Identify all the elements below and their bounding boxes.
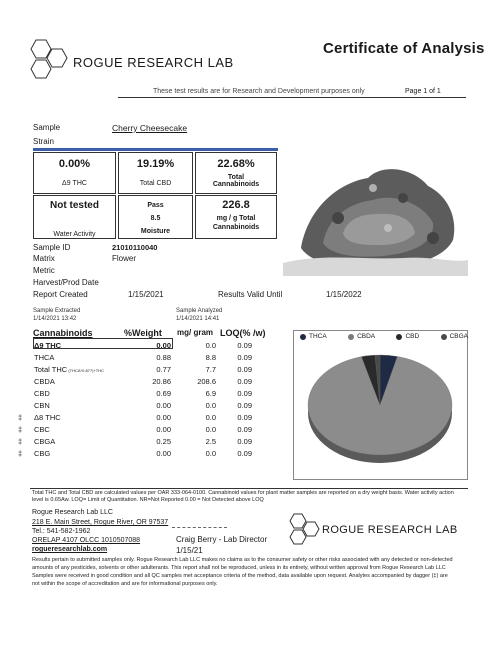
row-weight: 0.00 [156, 341, 171, 350]
page-number: Page 1 of 1 [405, 88, 441, 95]
lab-license: ORELAP 4107 OLCC 1010507088 [32, 537, 141, 544]
chart-legend [300, 333, 468, 340]
legal-line-1: Results pertain to submitted samples only. Rogue Research Lab LLC makes no claims as to the consumer safety or other risks associated with any detected or non-detected [32, 557, 453, 563]
legend-dot-icon [300, 334, 306, 340]
matrix-value: Flower [112, 254, 137, 263]
row-name: CBC [34, 425, 50, 434]
legend-label: CBD [405, 333, 420, 340]
metric-label: Metric [33, 266, 55, 275]
mg-total-value: 226.8 [222, 199, 250, 211]
legend-dot-icon [396, 334, 402, 340]
lab-logo [22, 36, 77, 84]
row-name: THCA [34, 353, 55, 362]
row-mg: 0.0 [205, 449, 216, 458]
col-mg-gram: mg/ gram [177, 328, 214, 337]
col-weight: %Weight [124, 328, 162, 338]
signer-name: Craig Berry - Lab Director [176, 535, 268, 544]
legend-dot-icon [441, 334, 447, 340]
row-loq: 0.09 [237, 413, 252, 422]
lab-name: Rogue Research Lab LLC [32, 509, 113, 516]
mg-total-label-1: mg / g Total [216, 215, 256, 222]
moisture-label: Moisture [140, 228, 171, 235]
lab-website[interactable]: rogueresearchlab.com [32, 546, 108, 553]
row-mg: 6.9 [205, 389, 216, 398]
extracted-label: Sample Extracted [33, 308, 81, 314]
brand-name: ROGUE RESEARCH LAB [73, 55, 234, 70]
sign-date: 1/15/21 [176, 546, 203, 555]
row-name: Δ9 THC [34, 341, 62, 350]
row-mg: 2.5 [205, 437, 216, 446]
water-activity-label: Water Activity [53, 231, 96, 238]
dagger-mark: ‡ [18, 425, 23, 434]
lab-phone: Tel.: 541-582-1962 [32, 528, 91, 535]
row-loq: 0.09 [237, 389, 252, 398]
product-photo [283, 148, 468, 276]
row-weight: 0.77 [156, 365, 171, 374]
cannabinoids-value: 22.68% [217, 158, 255, 170]
row-name: CBGA [34, 437, 56, 446]
water-activity-box [33, 195, 116, 239]
row-weight: 0.00 [156, 449, 171, 458]
moisture-box [118, 195, 193, 239]
report-created-value: 1/15/2021 [128, 290, 164, 299]
row-weight: 0.00 [156, 425, 171, 434]
row-loq: 0.09 [237, 437, 252, 446]
row-mg: 0.0 [205, 425, 216, 434]
sample-label: Sample [33, 123, 61, 132]
cannabinoid-pie-chart [300, 350, 460, 475]
moisture-value: 8.5 [150, 215, 161, 222]
row-name: CBDA [34, 377, 55, 386]
row-loq: 0.09 [237, 425, 252, 434]
dagger-mark: ‡ [18, 449, 23, 458]
moisture-status: Pass [147, 202, 164, 209]
row-loq: 0.09 [237, 365, 252, 374]
mg-total-label-2: Cannabinoids [212, 224, 260, 231]
matrix-label: Matrix [33, 254, 55, 263]
row-name: CBG [34, 449, 51, 458]
row-mg: 7.7 [205, 365, 216, 374]
row-mg: 0.0 [205, 341, 216, 350]
cannabinoids-box [195, 152, 277, 194]
results-valid-value: 1/15/2022 [326, 290, 362, 299]
legend-item [348, 333, 375, 340]
cbd-box [118, 152, 193, 194]
row-mg: 208.6 [197, 377, 216, 386]
legal-line-4: not within the scope of accreditation and are for informational purposes only. [32, 581, 218, 587]
strain-label: Strain [33, 137, 54, 146]
row-weight: 0.00 [156, 413, 171, 422]
mg-total-box [195, 195, 277, 239]
footer-note-1: Total THC and Total CBD are calculated values per OAR 333-064-0100. Cannabinoid values for plant matter samples are reported on a dry weight basis. Water activity action [32, 490, 454, 496]
footer-note-2: level is 0.65Aw. LOQ= Limit of Quantitation. NR=Not Reported 0.00 = Not Detected above LOQ [32, 497, 264, 503]
cbd-label: Total CBD [139, 180, 172, 187]
extracted-value: 1/14/2021 13:42 [33, 316, 77, 322]
sample-name: Cherry Cheesecake [112, 123, 188, 133]
legend-label: CBDA [357, 333, 376, 340]
disclaimer: These test results are for Research and Development purposes only [153, 88, 365, 95]
thc-label: Δ9 THC [62, 180, 87, 187]
legal-line-2: amounts of any pesticides, solvents or other adulterants. This report shall not be reproduced, unless in its entirety, without written approval from Rogue Research Lab LLC [32, 565, 446, 571]
row-loq: 0.09 [237, 449, 252, 458]
header-divider [118, 97, 466, 98]
dagger-mark: ‡ [18, 437, 23, 446]
signature-line [172, 527, 227, 528]
cannabinoids-label-2: Cannabinoids [212, 181, 260, 188]
cannabinoids-label-1: Total [227, 174, 245, 181]
row-loq: 0.09 [237, 353, 252, 362]
total-thc-formula: (THCA*0.877)+THC [67, 368, 105, 373]
row-loq: 0.09 [237, 401, 252, 410]
row-name: Δ8 THC [34, 413, 61, 422]
harvest-label: Harvest/Prod Date [33, 278, 99, 287]
row-weight: 20.86 [152, 377, 171, 386]
legend-item [441, 333, 468, 340]
legal-line-3: Samples were received in good condition and all QC samples met acceptance criteria of the method, data available upon request. Analytes accompanied by dagger (‡) are [32, 573, 448, 579]
legend-label: CBGA [449, 333, 468, 340]
legend-label: THCA [309, 333, 327, 340]
footer-brand: ROGUE RESEARCH LAB [322, 524, 458, 536]
legend-item [300, 333, 327, 340]
legend-dot-icon [348, 334, 354, 340]
row-name: CBN [34, 401, 50, 410]
cbd-value: 19.19% [136, 158, 175, 170]
lab-address: 218 E. Main Street, Rogue River, OR 97537 [32, 519, 169, 526]
row-loq: 0.09 [237, 341, 252, 350]
legend-item [396, 333, 419, 340]
row-loq: 0.09 [237, 377, 252, 386]
results-valid-label: Results Valid Until [218, 290, 283, 299]
water-activity-value: Not tested [50, 200, 99, 211]
report-created-label: Report Created [33, 290, 88, 299]
row-weight: 0.88 [156, 353, 171, 362]
row-name: CBD [34, 389, 50, 398]
thc-value: 0.00% [58, 158, 91, 170]
sample-id-label: Sample ID [33, 243, 71, 252]
row-weight: 0.69 [156, 389, 171, 398]
col-loq: LOQ(% /w) [220, 328, 266, 338]
row-weight: 0.00 [156, 401, 171, 410]
row-mg: 0.0 [205, 413, 216, 422]
thc-box [33, 152, 116, 194]
analyzed-value: 1/14/2021 14:41 [176, 316, 220, 322]
row-mg: 0.0 [205, 401, 216, 410]
col-cannabinoids: Cannabinoids [33, 328, 93, 338]
sample-bar [33, 148, 278, 151]
row-weight: 0.25 [156, 437, 171, 446]
sample-id-value: 21010110040 [112, 243, 158, 252]
row-mg: 8.8 [205, 353, 216, 362]
document-title: Certificate of Analysis [323, 40, 485, 57]
analyzed-label: Sample Analyzed [176, 308, 223, 314]
dagger-mark: ‡ [18, 413, 23, 422]
row-name: Total THC (THCA*0.877)+THC [34, 365, 105, 374]
